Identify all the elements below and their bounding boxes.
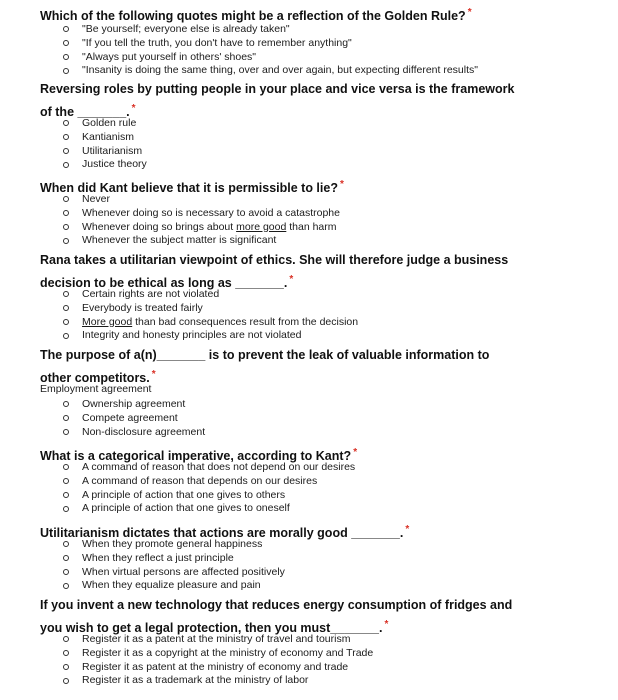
radio-button[interactable] <box>63 401 69 407</box>
option[interactable]: "If you tell the truth, you don't have to remember anything" <box>58 37 478 51</box>
question-3-options <box>58 193 340 248</box>
radio-button[interactable] <box>63 162 69 168</box>
question-3-text: When did Kant believe that it is permissible to lie? * <box>40 179 344 196</box>
radio-button[interactable] <box>63 319 69 325</box>
question-6-options <box>58 461 355 516</box>
option[interactable]: Never <box>58 193 340 207</box>
question-7-options <box>58 538 285 593</box>
radio-button[interactable] <box>63 210 69 216</box>
option[interactable]: More good than bad consequences result from the decision <box>58 316 358 330</box>
question-8-text: If you invent a new technology that reduces energy consumption of fridges and you wish to get a legal protection, then you must_______. * <box>40 598 513 636</box>
option[interactable]: Ownership agreement <box>58 398 205 412</box>
radio-button[interactable] <box>63 305 69 311</box>
question-2-text: Reversing roles by putting people in your place and vice versa is the framework of the _______. * <box>40 82 515 120</box>
option[interactable]: Whenever doing so brings about more good than harm <box>58 221 340 235</box>
radio-button[interactable] <box>63 68 69 74</box>
option[interactable]: "Be yourself; everyone else is already taken" <box>58 23 478 37</box>
radio-button[interactable] <box>63 148 69 154</box>
radio-button[interactable] <box>63 555 69 561</box>
option[interactable]: A principle of action that one gives to others <box>58 489 355 503</box>
radio-button[interactable] <box>63 224 69 230</box>
option[interactable]: Everybody is treated fairly <box>58 302 358 316</box>
radio-button[interactable] <box>63 650 69 656</box>
question-6-text: What is a categorical imperative, according to Kant? * <box>40 447 358 464</box>
option[interactable]: When virtual persons are affected positively <box>58 566 285 580</box>
required-marker: * <box>467 7 472 18</box>
radio-button[interactable] <box>63 569 69 575</box>
option[interactable]: A command of reason that does not depend on our desires <box>58 461 355 475</box>
question-2-options <box>58 117 147 172</box>
radio-button[interactable] <box>63 40 69 46</box>
option[interactable]: A command of reason that depends on our desires <box>58 475 355 489</box>
radio-button[interactable] <box>63 134 69 140</box>
radio-button[interactable] <box>63 120 69 126</box>
option[interactable]: Justice theory <box>58 158 147 172</box>
required-marker: * <box>151 369 156 380</box>
option[interactable]: Utilitarianism <box>58 145 147 159</box>
option[interactable]: When they equalize pleasure and pain <box>58 579 285 593</box>
option[interactable]: Non-disclosure agreement <box>58 426 205 440</box>
radio-button[interactable] <box>63 238 69 244</box>
required-marker: * <box>289 274 294 285</box>
question-4-text: Rana takes a utilitarian viewpoint of ethics. She will therefore judge a business decision to be ethical as long as _______. * <box>40 253 509 291</box>
required-marker: * <box>339 179 344 190</box>
option[interactable]: Whenever doing so is necessary to avoid a catastrophe <box>58 207 340 221</box>
radio-button[interactable] <box>63 541 69 547</box>
option[interactable]: Certain rights are not violated <box>58 288 358 302</box>
employment-agreement-label: Employment agreement <box>40 383 152 395</box>
radio-button[interactable] <box>63 583 69 589</box>
radio-button[interactable] <box>63 333 69 339</box>
option[interactable]: When they reflect a just principle <box>58 552 285 566</box>
required-marker: * <box>384 619 389 630</box>
required-marker: * <box>353 447 358 458</box>
question-4-options <box>58 288 358 343</box>
option[interactable]: Register it as patent at the ministry of economy and trade <box>58 661 373 675</box>
radio-button[interactable] <box>63 196 69 202</box>
radio-button[interactable] <box>63 678 69 684</box>
question-1-options <box>58 23 478 78</box>
radio-button[interactable] <box>63 478 69 484</box>
question-5-text: The purpose of a(n)_______ is to prevent the leak of valuable information to other competitors. * <box>40 348 490 386</box>
option[interactable]: Register it as a trademark at the ministry of labor <box>58 674 373 688</box>
option[interactable]: Register it as a patent at the ministry of travel and tourism <box>58 633 373 647</box>
radio-button[interactable] <box>63 664 69 670</box>
option[interactable]: Integrity and honesty principles are not violated <box>58 329 358 343</box>
radio-button[interactable] <box>63 415 69 421</box>
option[interactable]: A principle of action that one gives to oneself <box>58 502 355 516</box>
required-marker: * <box>131 103 136 114</box>
option[interactable]: "Always put yourself in others' shoes" <box>58 51 478 65</box>
question-5-options <box>58 398 205 439</box>
question-7-text: Utilitarianism dictates that actions are morally good _______. * <box>40 524 410 541</box>
radio-button[interactable] <box>63 506 69 512</box>
radio-button[interactable] <box>63 54 69 60</box>
radio-button[interactable] <box>63 464 69 470</box>
option[interactable]: When they promote general happiness <box>58 538 285 552</box>
radio-button[interactable] <box>63 429 69 435</box>
radio-button[interactable] <box>63 26 69 32</box>
option[interactable]: Register it as a copyright at the ministry of economy and Trade <box>58 647 373 661</box>
question-1-text: Which of the following quotes might be a reflection of the Golden Rule? * <box>40 7 472 24</box>
option[interactable]: Compete agreement <box>58 412 205 426</box>
option[interactable]: Kantianism <box>58 131 147 145</box>
option[interactable]: Whenever the subject matter is significant <box>58 234 340 248</box>
question-8-options <box>58 633 373 688</box>
radio-button[interactable] <box>63 636 69 642</box>
radio-button[interactable] <box>63 291 69 297</box>
option[interactable]: Golden rule <box>58 117 147 131</box>
radio-button[interactable] <box>63 492 69 498</box>
option[interactable]: "Insanity is doing the same thing, over and over again, but expecting different results" <box>58 64 478 78</box>
required-marker: * <box>405 524 410 535</box>
